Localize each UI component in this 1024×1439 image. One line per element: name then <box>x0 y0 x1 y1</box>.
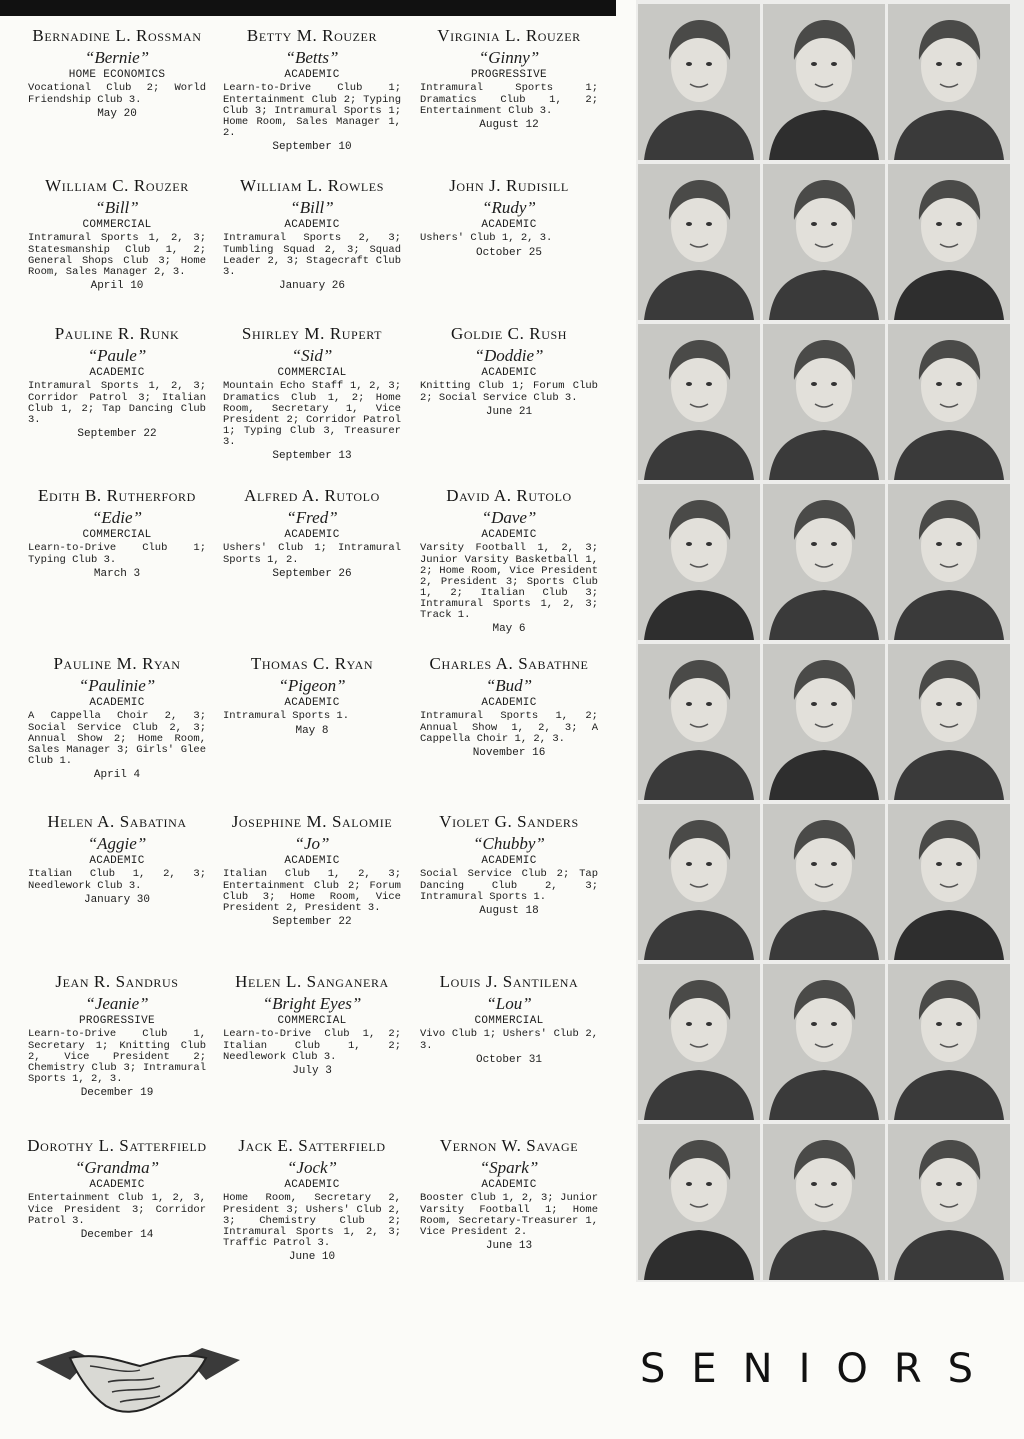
senior-activities: Learn-to-Drive Club 1, 2; Italian Club 1, 2; Needlework Club 3. <box>223 1028 401 1063</box>
senior-birthday: June 13 <box>485 1239 533 1252</box>
senior-birthday: December 14 <box>80 1228 154 1241</box>
senior-birthday: September 10 <box>272 141 352 153</box>
senior-portrait <box>888 164 1010 320</box>
senior-portrait <box>888 4 1010 160</box>
senior-name: Shirley M. Rupert <box>241 324 383 343</box>
senior-entry <box>418 486 600 636</box>
senior-name: William L. Rowles <box>239 176 385 195</box>
senior-course: COMMERCIAL <box>277 367 347 380</box>
senior-course: ACADEMIC <box>481 697 537 710</box>
senior-portrait <box>763 1124 885 1280</box>
senior-nickname: “Bill” <box>95 198 139 218</box>
senior-entry <box>221 26 403 153</box>
senior-portrait <box>888 644 1010 800</box>
senior-activities: Intramural Sports 1, 2, 3; Statesmanship Club 1, 2; General Shops Club 3; Home Room, Sales Manager 2, 3. <box>28 232 206 278</box>
senior-course: ACADEMIC <box>481 855 537 868</box>
senior-course: ACADEMIC <box>481 1179 537 1192</box>
senior-nickname: “Sid” <box>291 346 333 366</box>
senior-entry <box>221 1136 403 1263</box>
senior-nickname: “Edie” <box>91 508 143 528</box>
senior-birthday: June 21 <box>485 405 533 418</box>
senior-portrait <box>763 164 885 320</box>
senior-activities: Intramural Sports 1. <box>223 710 350 723</box>
senior-entry <box>221 486 403 580</box>
senior-entry <box>418 176 600 259</box>
senior-entry <box>26 176 208 292</box>
senior-nickname: “Betts” <box>285 48 339 68</box>
senior-activities: Italian Club 1, 2, 3; Needlework Club 3. <box>28 868 206 892</box>
senior-course: ACADEMIC <box>284 529 340 542</box>
senior-nickname: “Dave” <box>481 508 537 528</box>
senior-entry <box>418 972 600 1066</box>
senior-activities: Intramural Sports 1; Dramatics Club 1, 2; Entertainment Club 3. <box>420 82 598 117</box>
senior-portrait <box>888 484 1010 640</box>
top-rule <box>0 0 616 16</box>
senior-name: Jack E. Satterfield <box>238 1136 386 1155</box>
handshake-icon <box>30 1322 246 1426</box>
senior-course: COMMERCIAL <box>474 1015 544 1028</box>
senior-portrait <box>763 644 885 800</box>
senior-activities: Intramural Sports 1, 2, 3; Corridor Patrol 3; Italian Club 1, 2; Tap Dancing Club 3. <box>28 380 206 426</box>
senior-birthday: August 18 <box>479 904 539 917</box>
senior-activities: Ushers' Club 1, 2, 3. <box>420 232 553 245</box>
senior-nickname: “Jeanie” <box>85 994 149 1014</box>
senior-entry <box>221 324 403 462</box>
senior-nickname: “Rudy” <box>482 198 536 218</box>
senior-name: Louis J. Santilena <box>439 972 579 991</box>
senior-nickname: “Fred” <box>286 508 338 528</box>
senior-portrait <box>888 964 1010 1120</box>
senior-course: ACADEMIC <box>481 529 537 542</box>
senior-course: COMMERCIAL <box>277 1015 347 1028</box>
senior-name: Pauline R. Runk <box>54 324 180 343</box>
senior-name: Dorothy L. Satterfield <box>27 1136 207 1155</box>
senior-portrait <box>638 4 760 160</box>
senior-nickname: “Bud” <box>485 676 533 696</box>
senior-portrait <box>763 484 885 640</box>
senior-birthday: September 26 <box>272 567 352 580</box>
senior-activities: Social Service Club 2; Tap Dancing Club 2, 3; Intramural Sports 1. <box>420 868 598 903</box>
senior-entry <box>221 176 403 292</box>
senior-birthday: January 30 <box>83 893 150 906</box>
senior-portrait <box>638 324 760 480</box>
portrait-grid <box>636 0 1024 1282</box>
senior-course: PROGRESSIVE <box>79 1015 155 1028</box>
senior-entry <box>26 1136 208 1241</box>
senior-name: Thomas C. Ryan <box>250 654 374 673</box>
senior-birthday: January 26 <box>278 279 345 292</box>
senior-course: HOME ECONOMICS <box>68 69 166 82</box>
senior-name: Bernadine L. Rossman <box>32 26 202 45</box>
senior-course: ACADEMIC <box>481 367 537 380</box>
senior-nickname: “Lou” <box>486 994 532 1014</box>
senior-nickname: “Ginny” <box>478 48 540 68</box>
senior-birthday: September 22 <box>77 427 157 440</box>
senior-activities: Learn-to-Drive Club 1, Secretary 1; Knitting Club 2, Vice President 2; Chemistry Club 3; Intramural Sports 1, 2, 3. <box>28 1028 206 1085</box>
senior-name: Alfred A. Rutolo <box>244 486 380 505</box>
senior-nickname: “Bernie” <box>84 48 150 68</box>
senior-course: ACADEMIC <box>89 367 145 380</box>
senior-birthday: July 3 <box>292 1064 332 1077</box>
senior-nickname: “Pigeon” <box>278 676 346 696</box>
senior-entry <box>26 812 208 906</box>
senior-portrait <box>638 644 760 800</box>
senior-nickname: “Jock” <box>286 1158 338 1178</box>
senior-portrait <box>763 324 885 480</box>
senior-activities: Italian Club 1, 2, 3; Entertainment Club 2; Forum Club 3; Home Room, Vice President 2, President 3. <box>223 868 401 914</box>
senior-name: Jean R. Sandrus <box>55 972 179 991</box>
senior-activities: Intramural Sports 2, 3; Tumbling Squad 2, 3; Squad Leader 2, 3; Stagecraft Club 3. <box>223 232 401 278</box>
senior-portrait <box>888 804 1010 960</box>
senior-entry <box>221 972 403 1077</box>
senior-nickname: “Aggie” <box>87 834 147 854</box>
senior-course: ACADEMIC <box>89 855 145 868</box>
senior-portrait <box>763 4 885 160</box>
senior-nickname: “Paule” <box>87 346 147 366</box>
senior-birthday: May 20 <box>97 107 137 120</box>
senior-birthday: September 22 <box>272 915 352 928</box>
senior-entry <box>26 324 208 440</box>
senior-name: David A. Rutolo <box>446 486 572 505</box>
senior-activities: Vocational Club 2; World Friendship Club 3. <box>28 82 206 106</box>
senior-name: Betty M. Rouzer <box>246 26 378 45</box>
senior-name: Edith B. Rutherford <box>38 486 196 505</box>
senior-nickname: “Spark” <box>479 1158 539 1178</box>
senior-name: John J. Rudisill <box>449 176 569 195</box>
senior-name: Helen A. Sabatina <box>47 812 187 831</box>
senior-activities: Mountain Echo Staff 1, 2, 3; Dramatics Club 1, 2; Home Room, Secretary 1, Vice President 2; Corridor Patrol 1; Typing Club 3, Treasurer 3. <box>223 380 401 448</box>
senior-portrait <box>763 964 885 1120</box>
senior-nickname: “Jo” <box>294 834 330 854</box>
senior-course: PROGRESSIVE <box>471 69 547 82</box>
senior-portrait <box>638 484 760 640</box>
senior-birthday: June 10 <box>288 1251 336 1263</box>
senior-name: Goldie C. Rush <box>450 324 568 343</box>
senior-nickname: “Chubby” <box>473 834 545 854</box>
senior-portrait <box>888 324 1010 480</box>
senior-course: ACADEMIC <box>284 219 340 232</box>
senior-course: ACADEMIC <box>284 69 340 82</box>
senior-entry <box>418 1136 600 1252</box>
senior-entry <box>26 486 208 580</box>
senior-birthday: September 13 <box>272 450 352 463</box>
senior-nickname: “Paulinie” <box>78 676 156 696</box>
senior-activities: Learn-to-Drive Club 1; Typing Club 3. <box>28 542 206 566</box>
senior-birthday: October 31 <box>475 1053 542 1066</box>
senior-entry <box>418 812 600 917</box>
senior-name: Pauline M. Ryan <box>53 654 181 673</box>
senior-name: Violet G. Sanders <box>439 812 579 831</box>
senior-course: ACADEMIC <box>89 697 145 710</box>
senior-birthday: December 19 <box>80 1087 154 1099</box>
senior-portrait <box>888 1124 1010 1280</box>
senior-portrait <box>638 804 760 960</box>
senior-name: William C. Rouzer <box>45 176 189 195</box>
senior-name: Virginia L. Rouzer <box>437 26 581 45</box>
senior-birthday: October 25 <box>475 246 542 259</box>
senior-nickname: “Doddie” <box>474 346 544 366</box>
senior-name: Helen L. Sanganera <box>235 972 389 991</box>
senior-birthday: May 8 <box>295 724 329 737</box>
senior-portrait <box>638 1124 760 1280</box>
senior-course: ACADEMIC <box>284 855 340 868</box>
senior-activities: Booster Club 1, 2, 3; Junior Varsity Football 1; Home Room, Secretary-Treasurer 1, Vice President 2. <box>420 1192 598 1238</box>
senior-birthday: November 16 <box>472 746 546 759</box>
senior-course: ACADEMIC <box>284 697 340 710</box>
section-title: SENIORS <box>640 1346 1000 1392</box>
senior-nickname: “Bright Eyes” <box>262 994 362 1014</box>
senior-activities: Ushers' Club 1; Intramural Sports 1, 2. <box>223 542 401 566</box>
senior-course: COMMERCIAL <box>82 219 152 232</box>
senior-activities: Knitting Club 1; Forum Club 2; Social Service Club 3. <box>420 380 598 404</box>
senior-portrait <box>763 804 885 960</box>
senior-birthday: August 12 <box>479 118 539 131</box>
senior-course: COMMERCIAL <box>82 529 152 542</box>
senior-entry <box>26 654 208 781</box>
senior-birthday: April 10 <box>90 279 144 292</box>
senior-activities: A Cappella Choir 2, 3; Social Service Club 2, 3; Annual Show 2; Home Room, Sales Manager 3; Girls' Glee Club 1. <box>28 710 206 767</box>
senior-nickname: “Grandma” <box>74 1158 160 1178</box>
senior-entry <box>221 812 403 928</box>
senior-entry <box>418 26 600 131</box>
senior-activities: Intramural Sports 1, 2; Annual Show 1, 2, 3; A Cappella Choir 1, 2, 3. <box>420 710 598 745</box>
senior-nickname: “Bill” <box>290 198 334 218</box>
senior-course: ACADEMIC <box>89 1179 145 1192</box>
senior-birthday: March 3 <box>93 567 141 580</box>
senior-entry <box>418 654 600 759</box>
senior-entry <box>26 972 208 1099</box>
senior-entry <box>418 324 600 418</box>
senior-name: Vernon W. Savage <box>439 1136 579 1155</box>
senior-course: ACADEMIC <box>284 1179 340 1192</box>
senior-activities: Varsity Football 1, 2, 3; Junior Varsity Basketball 1, 2; Home Room, Vice President 2, President 3; Sports Club 1, 2; Italian Club 3; Intramural Sports 1, 2, 3; Track 1. <box>420 542 598 622</box>
senior-birthday: April 4 <box>93 769 141 781</box>
senior-activities: Home Room, Secretary 2, President 3; Ushers' Club 2, 3; Chemistry Club 2; Intramural Sports 1, 2, 3; Traffic Patrol 3. <box>223 1192 401 1249</box>
senior-course: ACADEMIC <box>481 219 537 232</box>
senior-activities: Learn-to-Drive Club 1; Entertainment Club 2; Typing Club 3; Intramural Sports 1; Home Room, Sales Manager 1, 2. <box>223 82 401 139</box>
senior-activities: Vivo Club 1; Ushers' Club 2, 3. <box>420 1028 598 1052</box>
senior-entry <box>26 26 208 120</box>
senior-name: Josephine M. Salomie <box>231 812 393 831</box>
senior-name: Charles A. Sabathne <box>429 654 589 673</box>
senior-activities: Entertainment Club 1, 2, 3, Vice President 3; Corridor Patrol 3. <box>28 1192 206 1227</box>
senior-birthday: May 6 <box>492 623 526 636</box>
senior-entry <box>221 654 403 737</box>
senior-portrait <box>638 964 760 1120</box>
senior-portrait <box>638 164 760 320</box>
